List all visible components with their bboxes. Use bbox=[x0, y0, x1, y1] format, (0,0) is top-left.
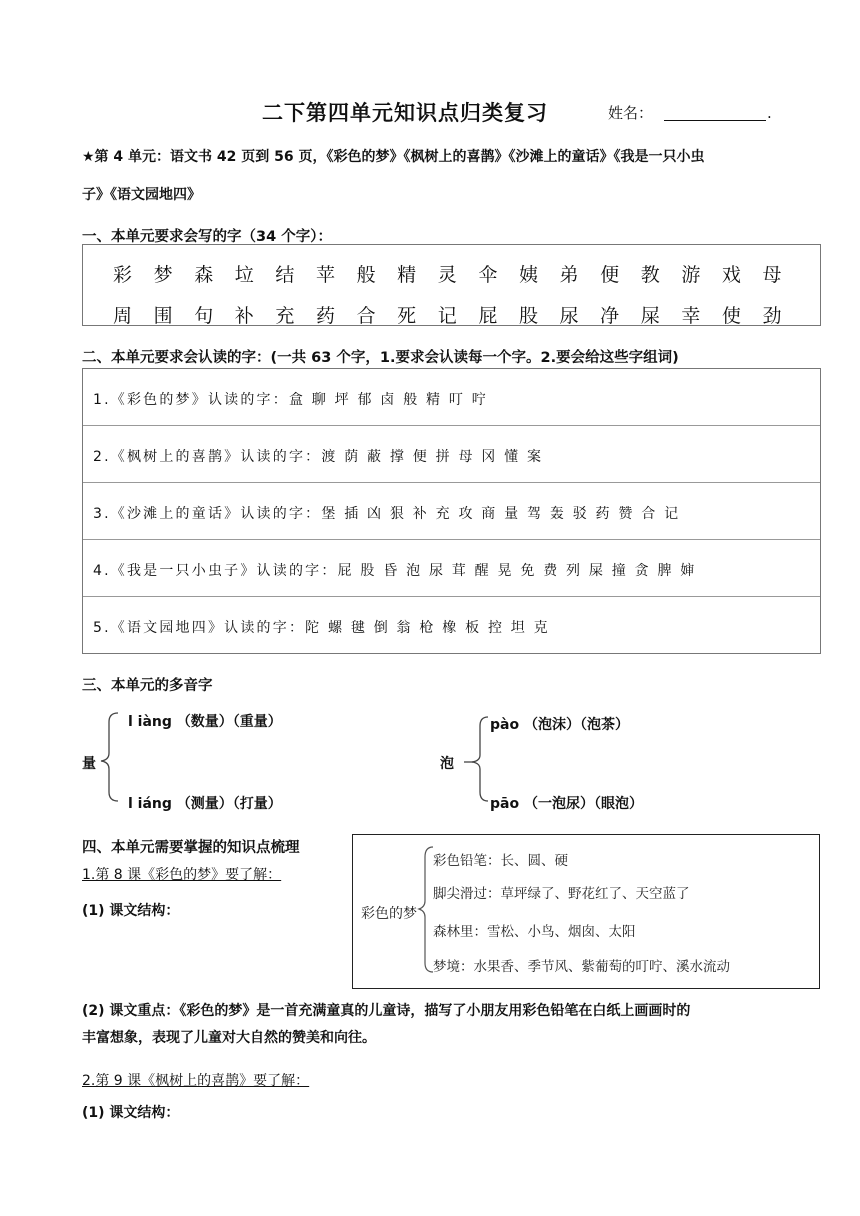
lesson9-title: 2.第 9 课《枫树上的喜鹊》要了解： bbox=[82, 1073, 310, 1089]
writing-char: 充 bbox=[275, 305, 295, 327]
writing-char: 补 bbox=[234, 305, 254, 327]
reading-row-1: 1.《彩色的梦》认读的字：盒 聊 坪 郁 卤 般 精 叮 咛 bbox=[93, 392, 488, 408]
writing-char: 便 bbox=[600, 264, 620, 286]
writing-char: 使 bbox=[721, 305, 741, 327]
page-title: 二下第四单元知识点归类复习 bbox=[262, 101, 548, 125]
writing-char: 屁 bbox=[478, 305, 498, 327]
reading-row-5: 5.《语文园地四》认读的字：陀 螺 毽 倒 翁 枪 橡 板 控 坦 克 bbox=[93, 620, 550, 636]
writing-char: 围 bbox=[153, 305, 173, 327]
lesson8-structure-diagram bbox=[352, 834, 820, 989]
diagram-branch-1: 彩色铅笔：长、圆、硬 bbox=[433, 853, 568, 869]
reading-row-2: 2.《枫树上的喜鹊》认读的字：渡 荫 蔽 撑 便 拼 母 冈 懂 案 bbox=[93, 449, 544, 465]
writing-char: 句 bbox=[194, 305, 214, 327]
writing-char: 教 bbox=[640, 264, 660, 286]
writing-char: 周 bbox=[113, 305, 133, 327]
diagram-branch-2: 脚尖滑过：草坪绿了、野花红了、天空蓝了 bbox=[433, 886, 690, 902]
writing-char: 梦 bbox=[153, 264, 173, 286]
lesson8-title: 1.第 8 课《彩色的梦》要了解： bbox=[82, 867, 282, 883]
writing-char: 弟 bbox=[559, 264, 579, 286]
section3-heading: 三、本单元的多音字 bbox=[82, 678, 213, 694]
writing-char: 姨 bbox=[518, 264, 538, 286]
reading-characters-table bbox=[82, 368, 821, 654]
writing-char: 伞 bbox=[478, 264, 498, 286]
reading-row-3: 3.《沙滩上的童话》认读的字：堡 插 凶 狠 补 充 攻 商 量 驾 轰 驳 药 赞 合 记 bbox=[93, 506, 681, 522]
writing-row-2 bbox=[113, 301, 803, 328]
writing-char: 死 bbox=[397, 305, 417, 327]
polyphone-pao-char: 泡 bbox=[440, 756, 454, 772]
polyphone-pao-reading2: pāo （一泡尿）（眼泡） bbox=[490, 796, 643, 812]
diagram-branch-4: 梦境：水果香、季节风、紫葡萄的叮咛、溪水流动 bbox=[433, 959, 730, 975]
writing-char: 尿 bbox=[559, 305, 579, 327]
writing-char: 精 bbox=[397, 264, 417, 286]
writing-char: 药 bbox=[315, 305, 335, 327]
writing-char: 幸 bbox=[681, 305, 701, 327]
writing-characters-box bbox=[82, 244, 821, 326]
polyphone-liang-reading2: l iáng （测量）（打量） bbox=[128, 796, 282, 812]
writing-char: 劲 bbox=[762, 305, 782, 327]
writing-char: 净 bbox=[600, 305, 620, 327]
reading-row-4: 4.《我是一只小虫子》认读的字：屁 股 昏 泡 尿 茸 醒 晃 免 费 列 屎 撞 贪 脾 婶 bbox=[93, 563, 697, 579]
section1-heading: 一、本单元要求会写的字（34 个字）： bbox=[82, 229, 332, 245]
writing-char: 股 bbox=[518, 305, 538, 327]
name-field-line[interactable] bbox=[664, 120, 766, 121]
writing-char: 彩 bbox=[113, 264, 133, 286]
lesson9-structure-label: (1) 课文结构： bbox=[82, 1105, 180, 1121]
polyphone-liang-char: 量 bbox=[82, 756, 96, 772]
lesson8-keypoint-line2: 丰富想象，表现了儿童对大自然的赞美和向往。 bbox=[82, 1030, 376, 1046]
unit-info-line1: ★第 4 单元：语文书 42 页到 56 页，《彩色的梦》《枫树上的喜鹊》《沙滩上的童话》《我是一只小虫 bbox=[82, 149, 705, 165]
polyphone-liang-reading1: l iàng （数量）（重量） bbox=[128, 714, 282, 730]
writing-char: 记 bbox=[437, 305, 457, 327]
lesson8-keypoint-line1: (2) 课文重点：《彩色的梦》是一首充满童真的儿童诗，描写了小朋友用彩色铅笔在白纸上画画时的 bbox=[82, 1003, 691, 1019]
table-row bbox=[83, 369, 820, 426]
diagram-branch-3: 森林里：雪松、小鸟、烟囱、太阳 bbox=[433, 924, 636, 940]
writing-char: 母 bbox=[762, 264, 782, 286]
writing-row-1 bbox=[113, 260, 803, 287]
writing-char: 游 bbox=[681, 264, 701, 286]
writing-char: 灵 bbox=[437, 264, 457, 286]
writing-char: 屎 bbox=[640, 305, 660, 327]
table-row bbox=[83, 426, 820, 483]
unit-info-line2: 子》《语文园地四》 bbox=[82, 187, 201, 203]
writing-char: 结 bbox=[275, 264, 295, 286]
name-end-mark: . bbox=[767, 104, 772, 122]
lesson8-structure-label: (1) 课文结构： bbox=[82, 903, 180, 919]
table-row bbox=[83, 540, 820, 597]
polyphone-pao-reading1: pào （泡沫）（泡茶） bbox=[490, 717, 629, 733]
section4-heading: 四、本单元需要掌握的知识点梳理 bbox=[82, 840, 300, 856]
table-row bbox=[83, 483, 820, 540]
writing-char: 森 bbox=[194, 264, 214, 286]
name-label: 姓名： bbox=[608, 104, 654, 122]
writing-char: 戏 bbox=[721, 264, 741, 286]
writing-char: 合 bbox=[356, 305, 376, 327]
diagram-center: 彩色的梦 bbox=[361, 906, 417, 922]
section2-heading: 二、本单元要求会认读的字：(一共 63 个字，1.要求会认读每一个字。2.要会给这些字组词) bbox=[82, 350, 679, 366]
writing-char: 般 bbox=[356, 264, 376, 286]
table-row bbox=[83, 597, 820, 654]
writing-char: 垃 bbox=[234, 264, 254, 286]
writing-char: 苹 bbox=[315, 264, 335, 286]
